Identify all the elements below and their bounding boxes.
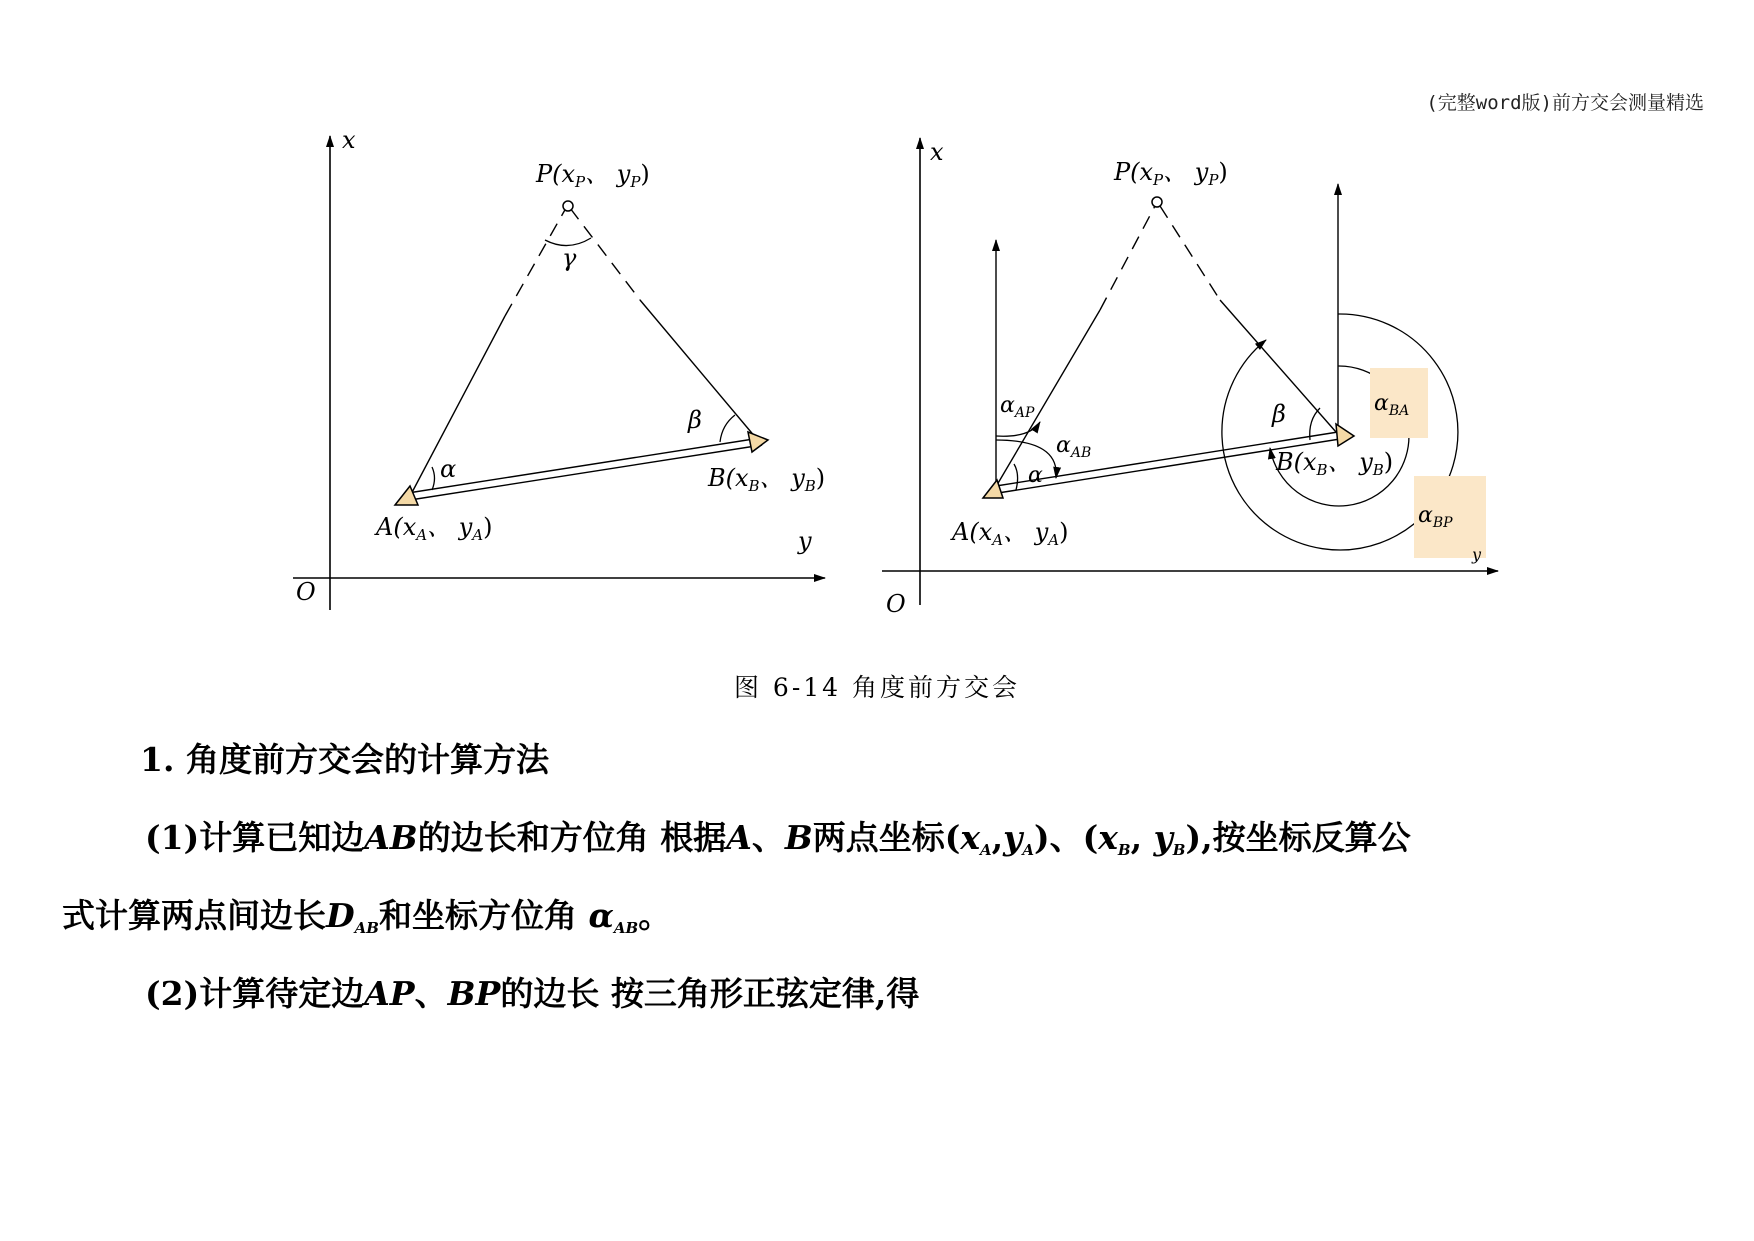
right-beta-label: β — [1272, 400, 1286, 428]
left-beta-label: β — [688, 406, 702, 434]
figure-caption: 图 6-14 角度前方交会 — [733, 673, 1021, 702]
left-side-AP-dashed — [505, 208, 566, 316]
right-P-label: $P(x_P$、 $y_P$) — [1114, 158, 1228, 189]
right-alpha-label: α — [1028, 463, 1043, 488]
right-point-P — [1152, 197, 1162, 207]
left-B-label: $B(x_B$、 $y_B$) — [708, 464, 826, 495]
right-alpha-BA-label: $\alpha_{BA}$ — [1374, 391, 1410, 419]
right-y-axis-label: y — [1472, 545, 1482, 564]
right-origin-label: O — [886, 590, 906, 618]
right-B-label: $B(x_B$、 $y_B$) — [1276, 448, 1394, 479]
paragraph-1-line-2: 式计算两点间边长$D_{AB}$和坐标方位角 $\alpha_{AB}$。 — [62, 896, 672, 937]
left-P-label: $P(x_P$、 $y_P$) — [536, 160, 650, 191]
left-angle-beta-arc — [720, 415, 735, 442]
right-point-B — [1336, 424, 1354, 446]
paragraph-2: (2)计算待定边AP、BP的边长 按三角形正弦定律,得 — [145, 974, 920, 1013]
left-point-P — [563, 201, 573, 211]
left-A-label: $A(x_A$、 $y_A$) — [376, 513, 493, 544]
left-side-AP-solid — [408, 316, 505, 500]
left-y-axis-label: y — [798, 527, 812, 555]
right-alpha-arc — [1014, 464, 1018, 490]
left-alpha-label: α — [440, 455, 457, 483]
left-diagram — [293, 126, 825, 610]
right-x-axis-label: x — [930, 138, 944, 166]
right-diagram — [882, 138, 1498, 618]
left-gamma-label: γ — [562, 244, 577, 272]
section-heading: 1. 角度前方交会的计算方法 — [140, 740, 549, 779]
left-x-axis-label: x — [342, 126, 356, 154]
right-point-A — [983, 480, 1003, 498]
left-point-B — [748, 432, 768, 452]
right-side-AP-dashed — [1100, 206, 1155, 310]
left-side-PB-dashed — [570, 208, 640, 300]
right-alpha-AB-label: $\alpha_{AB}$ — [1056, 433, 1092, 461]
right-side-PB-dashed — [1160, 206, 1220, 300]
page-header: (完整word版)前方交会测量精选 — [1426, 92, 1704, 114]
right-alpha-BP-label: $\alpha_{BP}$ — [1418, 503, 1453, 531]
left-angle-alpha-arc — [432, 467, 435, 490]
left-origin-label: O — [296, 578, 316, 606]
right-A-label: $A(x_A$、 $y_A$) — [952, 518, 1069, 549]
paragraph-1-line-1: (1)计算已知边AB的边长和方位角 根据A、B两点坐标$(x_A,y_A)$、($x_B$, $y_B$),按坐标反算公 — [145, 818, 1411, 859]
right-alpha-AP-label: $\alpha_{AP}$ — [1000, 393, 1035, 421]
